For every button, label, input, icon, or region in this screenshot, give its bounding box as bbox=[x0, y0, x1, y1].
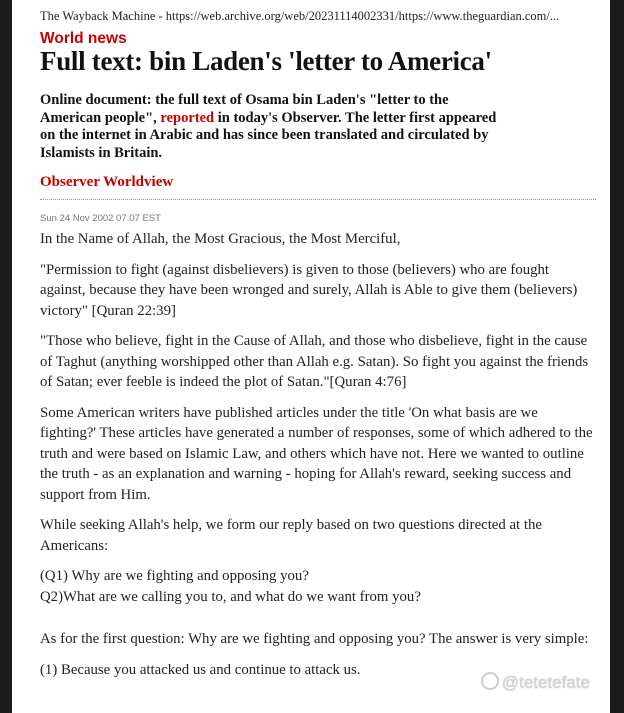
publish-date: Sun 24 Nov 2002 07.07 EST bbox=[40, 213, 161, 224]
body-paragraph: "Those who believe, fight in the Cause of Allah, and those who disbelieve, fight in the cause of Taghut (anything worshipped other than Allah e.g. Satan). So fight you against the friends of Satan; ever feeble is indeed the plot of Satan."[Quran 4:76] bbox=[40, 333, 589, 390]
body-paragraph: As for the first question: Why are we fighting and opposing you? The answer is very simple: bbox=[40, 631, 589, 647]
body-paragraph: (1) Because you attacked us and continue to attack us. bbox=[40, 661, 361, 678]
question-item: (Q1) Why are we fighting and opposing you? bbox=[40, 568, 309, 584]
standfirst-text-1: Online document: the full text of Osama bin Laden's "letter to the American people", bbox=[40, 92, 449, 126]
question-list bbox=[40, 566, 596, 607]
wayback-banner[interactable]: The Wayback Machine - https://web.archive.org/web/20231114002331/https://www.theguardian.com/... bbox=[40, 9, 560, 23]
question-item: Q2)What are we calling you to, and what do we want from you? bbox=[40, 588, 421, 605]
series-label[interactable]: Observer Worldview bbox=[40, 174, 174, 190]
standfirst-text-2: in today's Observer. The letter first appeared on the internet in Arabic and has since been translated and circulated by Islamists in Britain. bbox=[40, 109, 497, 161]
body-paragraph: While seeking Allah's help, we form our reply based on two questions directed at the Americans: bbox=[40, 517, 542, 554]
screenshot-page bbox=[12, 0, 610, 713]
body-paragraph: "Permission to fight (against disbelievers) is given to those (believers) who are fought against, because they have been wronged and surely, Allah is Able to give them (believers) victory" [Quran 22:39] bbox=[40, 261, 578, 319]
article-standfirst bbox=[40, 92, 510, 162]
tiktok-logo-icon bbox=[481, 672, 499, 690]
reported-link[interactable]: reported bbox=[160, 109, 215, 126]
watermark bbox=[481, 672, 590, 693]
section-label[interactable]: World news bbox=[40, 30, 127, 47]
article-body bbox=[40, 229, 596, 690]
watermark-text: @tetetefate bbox=[501, 673, 590, 692]
article-headline: Full text: bin Laden's 'letter to America' bbox=[40, 46, 492, 76]
body-paragraph: In the Name of Allah, the Most Gracious, the Most Merciful, bbox=[40, 231, 401, 247]
divider bbox=[40, 199, 596, 200]
body-paragraph: Some American writers have published articles under the title 'On what basis are we fighting?' These articles have generated a number of responses, some of which adhered to the truth and were based on Islamic Law, and others which have not. Here we wanted to outline the truth - as an explanation and warning - hoping for Allah's reward, seeking success and support from Him. bbox=[40, 404, 593, 503]
